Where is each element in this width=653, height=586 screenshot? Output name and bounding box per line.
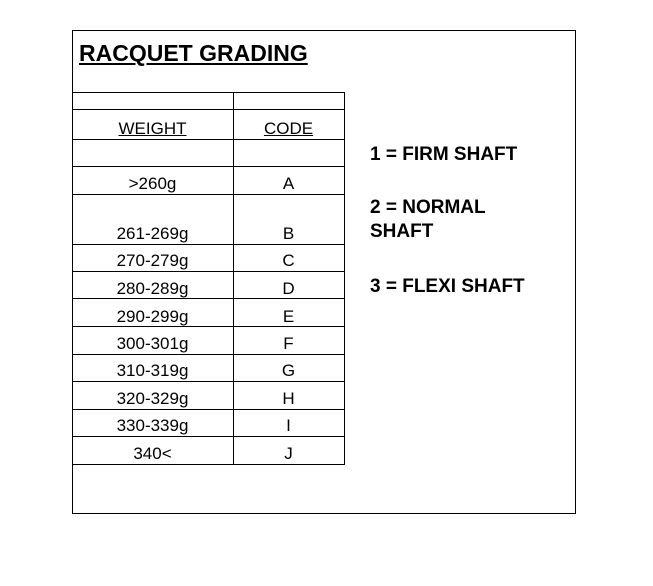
legend-flexi: 3 = FLEXI SHAFT [370,276,525,297]
legend-normal-line2: SHAFT [370,221,434,242]
code-cell: I [286,416,291,435]
weight-cell: 261-269g [116,224,189,243]
weight-cell: 270-279g [116,251,189,270]
weight-cell: 330-339g [116,416,189,435]
code-cell: D [282,279,295,298]
code-cell: H [282,389,295,408]
code-cell: B [282,224,295,243]
code-cell: A [282,174,295,193]
weight-cell: 280-289g [116,279,189,298]
code-cell: E [282,307,295,326]
code-cell: F [283,334,294,353]
document-frame [72,30,576,514]
weight-cell: 340< [133,444,172,463]
weight-cell: 300-301g [116,334,189,353]
weight-cell: 290-299g [116,307,189,326]
page-title: RACQUET GRADING [79,40,308,66]
code-cell: C [282,251,295,270]
code-cell: G [281,361,296,380]
header-weight: WEIGHT [118,119,187,138]
legend-normal-line1: 2 = NORMAL [370,197,486,218]
code-cell: J [284,444,293,463]
weight-cell: >260g [128,174,177,193]
legend-firm: 1 = FIRM SHAFT [370,144,518,165]
header-code: CODE [263,119,314,138]
weight-cell: 310-319g [116,361,189,380]
weight-cell: 320-329g [116,389,189,408]
